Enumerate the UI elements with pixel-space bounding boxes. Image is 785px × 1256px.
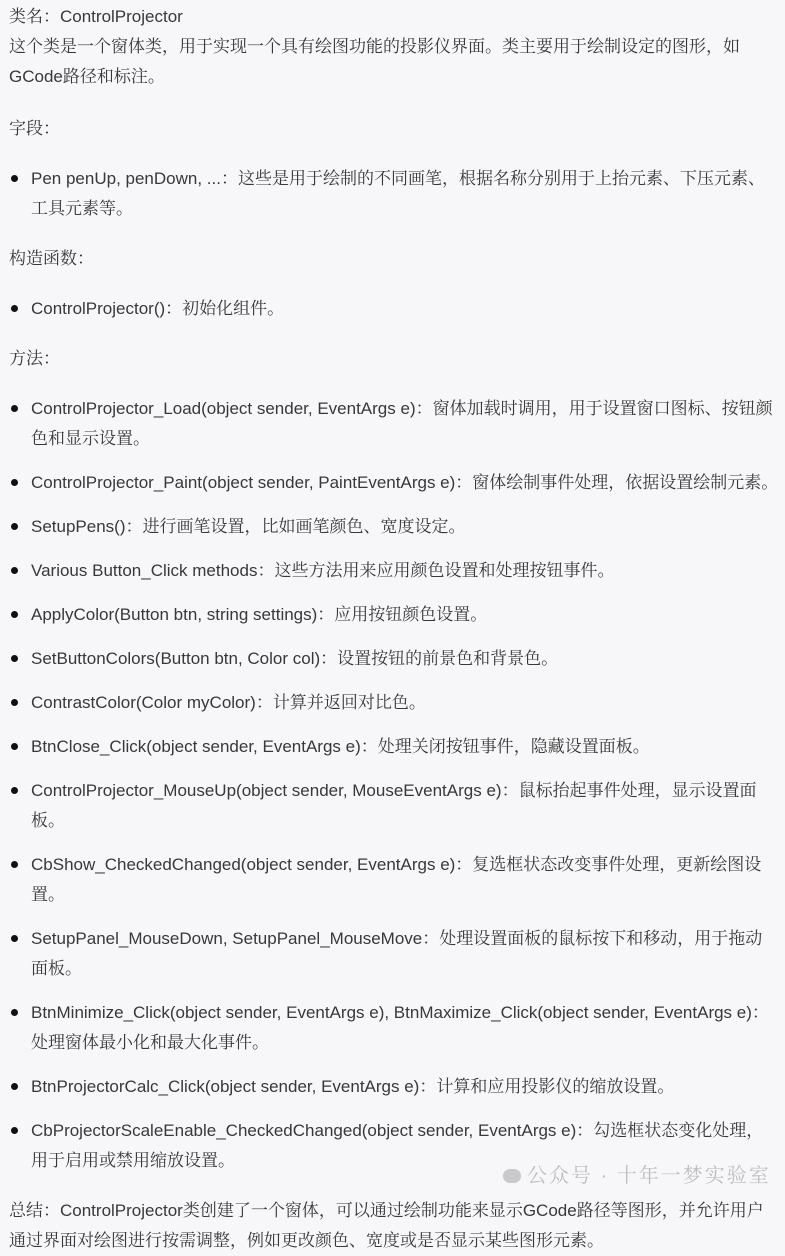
bullet-icon [11, 1127, 18, 1134]
list-item: CbProjectorScaleEnable_CheckedChanged(object sender, EventArgs e)：勾选框状态变化处理，用于启用或禁用缩放设置。 [9, 1116, 779, 1176]
fields-list [9, 164, 779, 224]
bullet-icon [11, 861, 18, 868]
summary-paragraph: 总结：ControlProjector类创建了一个窗体，可以通过绘制功能来显示GCode路径等图形，并允许用户通过界面对绘图进行按需调整，例如更改颜色、宽度或是否显示某些图形元素。 [9, 1201, 764, 1250]
list-item: CbShow_CheckedChanged(object sender, EventArgs e)：复选框状态改变事件处理，更新绘图设置。 [9, 850, 779, 910]
constructor-list [9, 294, 779, 324]
list-item: SetupPanel_MouseDown, SetupPanel_MouseMove：处理设置面板的鼠标按下和移动，用于拖动面板。 [9, 924, 779, 984]
list-item: Various Button_Click methods：这些方法用来应用颜色设置和处理按钮事件。 [9, 556, 779, 586]
bullet-icon [11, 611, 18, 618]
methods-list [9, 394, 779, 1176]
bullet-icon [11, 1009, 18, 1016]
list-item: SetupPens()：进行画笔设置，比如画笔颜色、宽度设定。 [9, 512, 779, 542]
bullet-icon [11, 479, 18, 486]
bullet-icon [11, 935, 18, 942]
list-item: BtnProjectorCalc_Click(object sender, EventArgs e)：计算和应用投影仪的缩放设置。 [9, 1072, 779, 1102]
bullet-icon [11, 699, 18, 706]
class-name-line: 类名：ControlProjector [9, 7, 183, 26]
bullet-icon [11, 175, 18, 182]
list-item: SetButtonColors(Button btn, Color col)：设置按钮的前景色和背景色。 [9, 644, 779, 674]
wechat-icon [503, 1169, 521, 1183]
list-item: Pen penUp, penDown, ...：这些是用于绘制的不同画笔，根据名称分别用于上抬元素、下压元素、工具元素等。 [9, 164, 779, 224]
bullet-icon [11, 523, 18, 530]
constructor-heading: 构造函数： [9, 249, 94, 268]
watermark: 公众号 · 十年一梦实验室 [503, 1164, 771, 1188]
methods-heading: 方法： [9, 349, 60, 368]
bullet-icon [11, 787, 18, 794]
list-item: ControlProjector_Load(object sender, EventArgs e)：窗体加载时调用，用于设置窗口图标、按钮颜色和显示设置。 [9, 394, 779, 454]
list-item: ControlProjector()：初始化组件。 [9, 294, 779, 324]
bullet-icon [11, 405, 18, 412]
list-item: ControlProjector_Paint(object sender, PaintEventArgs e)：窗体绘制事件处理，依据设置绘制元素。 [9, 468, 779, 498]
fields-heading: 字段： [9, 119, 60, 138]
list-item: ContrastColor(Color myColor)：计算并返回对比色。 [9, 688, 779, 718]
list-item: BtnMinimize_Click(object sender, EventArgs e), BtnMaximize_Click(object sender, EventArgs e)：处理窗体最小化和最大化事件。 [9, 998, 779, 1058]
bullet-icon [11, 655, 18, 662]
bullet-icon [11, 1083, 18, 1090]
list-item: ControlProjector_MouseUp(object sender, MouseEventArgs e)：鼠标抬起事件处理，显示设置面板。 [9, 776, 779, 836]
bullet-icon [11, 743, 18, 750]
class-description: 这个类是一个窗体类，用于实现一个具有绘图功能的投影仪界面。类主要用于绘制设定的图形，如GCode路径和标注。 [9, 37, 740, 86]
bullet-icon [11, 567, 18, 574]
list-item: BtnClose_Click(object sender, EventArgs e)：处理关闭按钮事件，隐藏设置面板。 [9, 732, 779, 762]
document-body [9, 2, 779, 1256]
bullet-icon [11, 305, 18, 312]
list-item: ApplyColor(Button btn, string settings)：应用按钮颜色设置。 [9, 600, 779, 630]
